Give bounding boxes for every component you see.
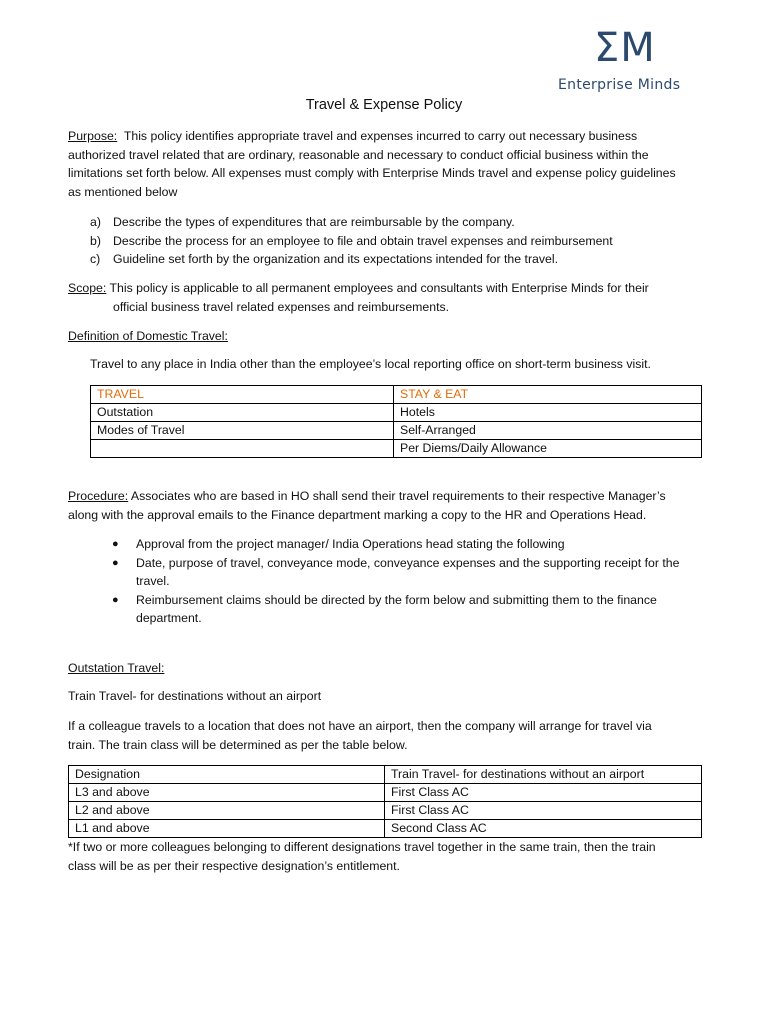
procedure-line-1: Associates who are based in HO shall send their travel requirements to their respective Manager’s (130, 489, 666, 503)
procedure-section (68, 487, 704, 524)
domestic-heading-wrap (68, 327, 704, 346)
table-cell: Self-Arranged (394, 422, 702, 440)
table-cell: Outstation (91, 404, 394, 422)
table-row (69, 820, 702, 838)
list-item: a) Describe the types of expenditures that are reimbursable by the company. (90, 215, 515, 229)
outstation-note (68, 838, 704, 875)
table-header-cell: STAY & EAT (394, 386, 702, 404)
list-item: ● Reimbursement claims should be directed by the form below and submitting them to the finance department. (112, 592, 657, 625)
purpose-section (68, 127, 704, 201)
bullet-icon: ● (112, 593, 119, 606)
scope-line-1: This policy is applicable to all permanent employees and consultants with Enterprise Minds for their (109, 281, 649, 295)
outstation-intro (68, 717, 704, 754)
table-cell: First Class AC (385, 784, 702, 802)
table-cell: Hotels (394, 404, 702, 422)
procedure-label: Procedure: (68, 489, 129, 503)
bullet-icon: ● (112, 556, 119, 569)
scope-label: Scope: (68, 281, 107, 295)
table-row (91, 404, 702, 422)
purpose-line-1: This policy identifies appropriate travel and expenses incurred to carry out necessary business (123, 129, 638, 143)
purpose-line-2: authorized travel related that are ordinary, reasonable and necessary to conduct official business within the (68, 147, 649, 162)
table-header-row (91, 386, 702, 404)
list-item: ● Approval from the project manager/ India Operations head stating the following (112, 535, 712, 554)
table-header-row (69, 766, 702, 784)
company-logo-mark: ΣM (594, 25, 656, 71)
scope-line-2: official business travel related expenses and reimbursements. (113, 299, 450, 314)
table-cell: Modes of Travel (91, 422, 394, 440)
outstation-note-line-1: *If two or more colleagues belonging to different designations travel together in the same train, then the train (68, 840, 656, 854)
table-header-cell: Train Travel- for destinations without an airport (385, 766, 702, 784)
table-cell: L3 and above (69, 784, 385, 802)
table-cell: Per Diems/Daily Allowance (394, 440, 702, 458)
outstation-intro-line-1: If a colleague travels to a location that does not have an airport, then the company will arrange for travel via (68, 719, 652, 733)
list-item: ● Date, purpose of travel, conveyance mode, conveyance expenses and the supporting receipt for the travel. (112, 555, 680, 588)
outstation-heading-wrap (68, 659, 704, 678)
table-cell: L1 and above (69, 820, 385, 838)
procedure-bullets (112, 535, 712, 628)
table-cell: Second Class AC (385, 820, 702, 838)
purpose-line-4: as mentioned below (68, 184, 178, 199)
table-header-cell: TRAVEL (91, 386, 394, 404)
table-row (91, 440, 702, 458)
table-cell: First Class AC (385, 802, 702, 820)
table-cell: L2 and above (69, 802, 385, 820)
company-logo-name: Enterprise Minds (558, 77, 681, 93)
table-row (69, 802, 702, 820)
domestic-text-wrap (90, 355, 726, 374)
purpose-line-3: limitations set forth below. All expenses must comply with Enterprise Minds travel and expense policy guidelines (68, 166, 676, 180)
table-row (69, 784, 702, 802)
outstation-subheading: Train Travel- for destinations without an airport (68, 689, 322, 703)
bullet-icon: ● (112, 538, 119, 550)
list-item: b) Describe the process for an employee to file and obtain travel expenses and reimbursement (90, 233, 613, 248)
purpose-list (90, 213, 710, 269)
document-title: Travel & Expense Policy (305, 97, 463, 113)
table-header-cell: Designation (69, 766, 385, 784)
outstation-note-line-2: class will be as per their respective designation’s entitlement. (68, 858, 400, 873)
scope-section (68, 279, 704, 316)
domestic-travel-table (90, 385, 702, 458)
outstation-heading: Outstation Travel: (68, 661, 165, 675)
outstation-intro-line-2: train. The train class will be determined as per the table below. (68, 737, 408, 752)
train-class-table (68, 765, 702, 838)
domestic-heading: Definition of Domestic Travel: (68, 329, 228, 343)
outstation-subheading-wrap (68, 687, 704, 706)
domestic-definition: Travel to any place in India other than the employee’s local reporting office on short-term business visit. (90, 357, 651, 371)
list-item: c) Guideline set forth by the organization and its expectations intended for the travel. (90, 252, 559, 266)
purpose-label: Purpose: (68, 129, 118, 143)
table-row (91, 422, 702, 440)
procedure-line-2: along with the approval emails to the Finance department marking a copy to the HR and Operations Head. (68, 507, 647, 522)
table-cell (91, 440, 394, 458)
